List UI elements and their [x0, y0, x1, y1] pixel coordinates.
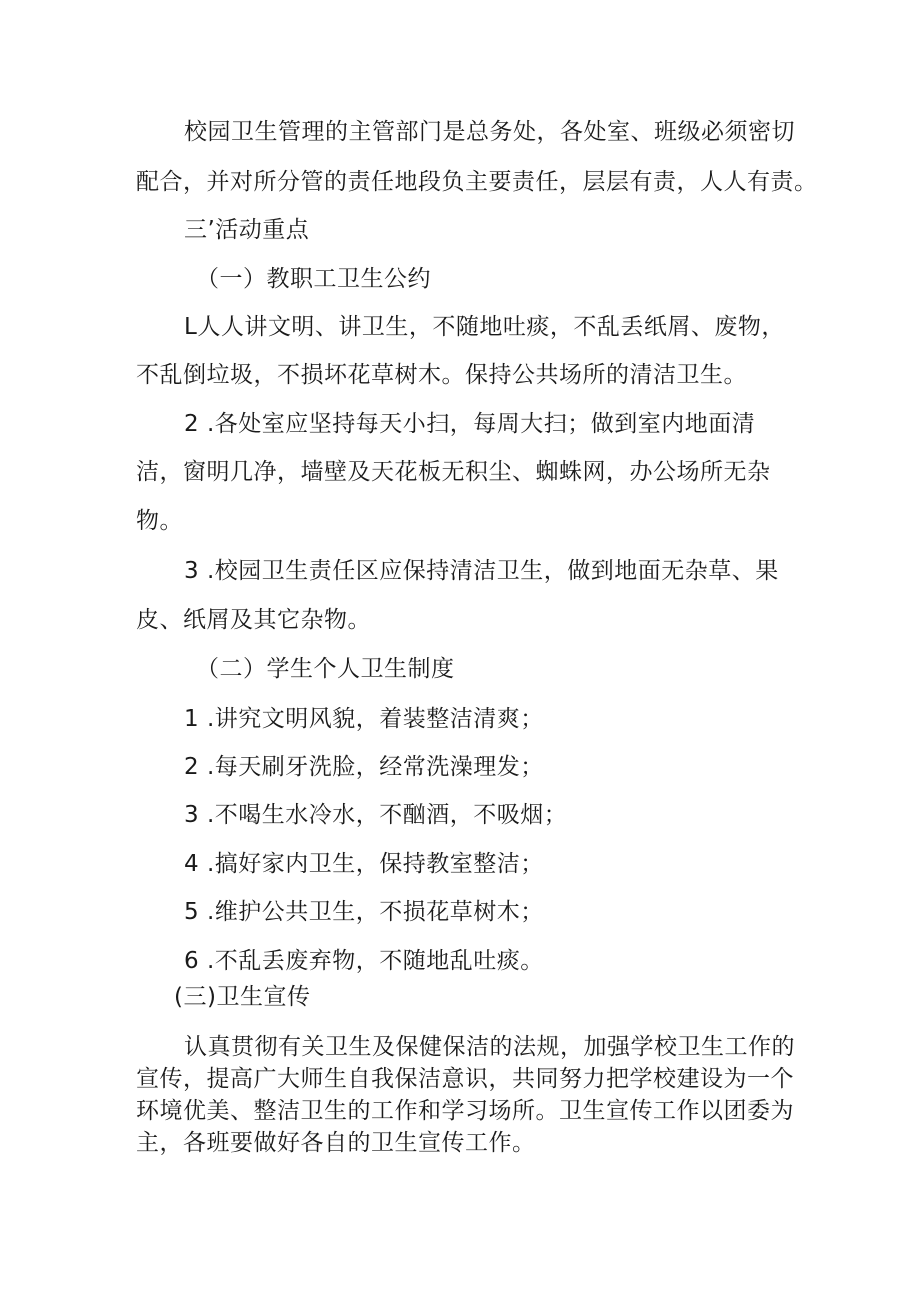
subsection-2-heading: （二）学生个人卫生制度: [196, 656, 455, 682]
item-3-line-2: 皮、纸屑及其它杂物。: [136, 607, 371, 633]
student-rule-1: 1 .讲究文明风貌，着装整洁清爽；: [184, 706, 544, 732]
publicity-line-3: 环境优美、整洁卫生的工作和学习场所。卫生宣传工作以团委为: [136, 1098, 794, 1124]
item-1-line-2: 不乱倒垃圾，不损坏花草树木。保持公共场所的清洁卫生。: [136, 362, 747, 388]
student-rule-6: 6 .不乱丢废弃物，不随地乱吐痰。: [184, 948, 544, 974]
student-rule-2: 2 .每天刷牙洗脸，经常洗澡理发；: [184, 754, 544, 780]
item-2-line-3: 物。: [136, 508, 183, 534]
management-paragraph-line-2: 配合，并对所分管的责任地段负主要责任，层层有责，人人有责。: [136, 169, 818, 195]
subsection-3-heading: (三)卫生宣传: [174, 984, 311, 1010]
publicity-line-1: 认真贯彻有关卫生及保健保洁的法规，加强学校卫生工作的: [184, 1034, 795, 1060]
publicity-line-4: 主，各班要做好各自的卫生宣传工作。: [136, 1130, 536, 1156]
subsection-1-heading: （一）教职工卫生公约: [196, 266, 431, 292]
student-rule-4: 4 .搞好家内卫生，保持教室整洁；: [184, 851, 544, 877]
item-3-line-1: 3 .校园卫生责任区应保持清洁卫生，做到地面无杂草、果: [184, 558, 779, 584]
management-paragraph-line-1: 校园卫生管理的主管部门是总务处，各处室、班级必须密切: [184, 119, 795, 145]
student-rule-3: 3 .不喝生水冷水，不酗酒，不吸烟；: [184, 802, 568, 828]
item-1-line-1: L人人讲文明、讲卫生，不随地吐痰，不乱丢纸屑、废物，: [184, 314, 785, 340]
item-2-line-1: 2 .各处室应坚持每天小扫，每周大扫；做到室内地面清: [184, 411, 756, 437]
section-3-heading: 三’活动重点: [184, 217, 310, 243]
publicity-line-2: 宣传，提高广大师生自我保洁意识，共同努力把学校建设为一个: [136, 1066, 794, 1092]
student-rule-5: 5 .维护公共卫生，不损花草树木；: [184, 899, 544, 925]
item-2-line-2: 洁，窗明几净，墙壁及天花板无积尘、蜘蛛网，办公场所无杂: [136, 459, 771, 485]
